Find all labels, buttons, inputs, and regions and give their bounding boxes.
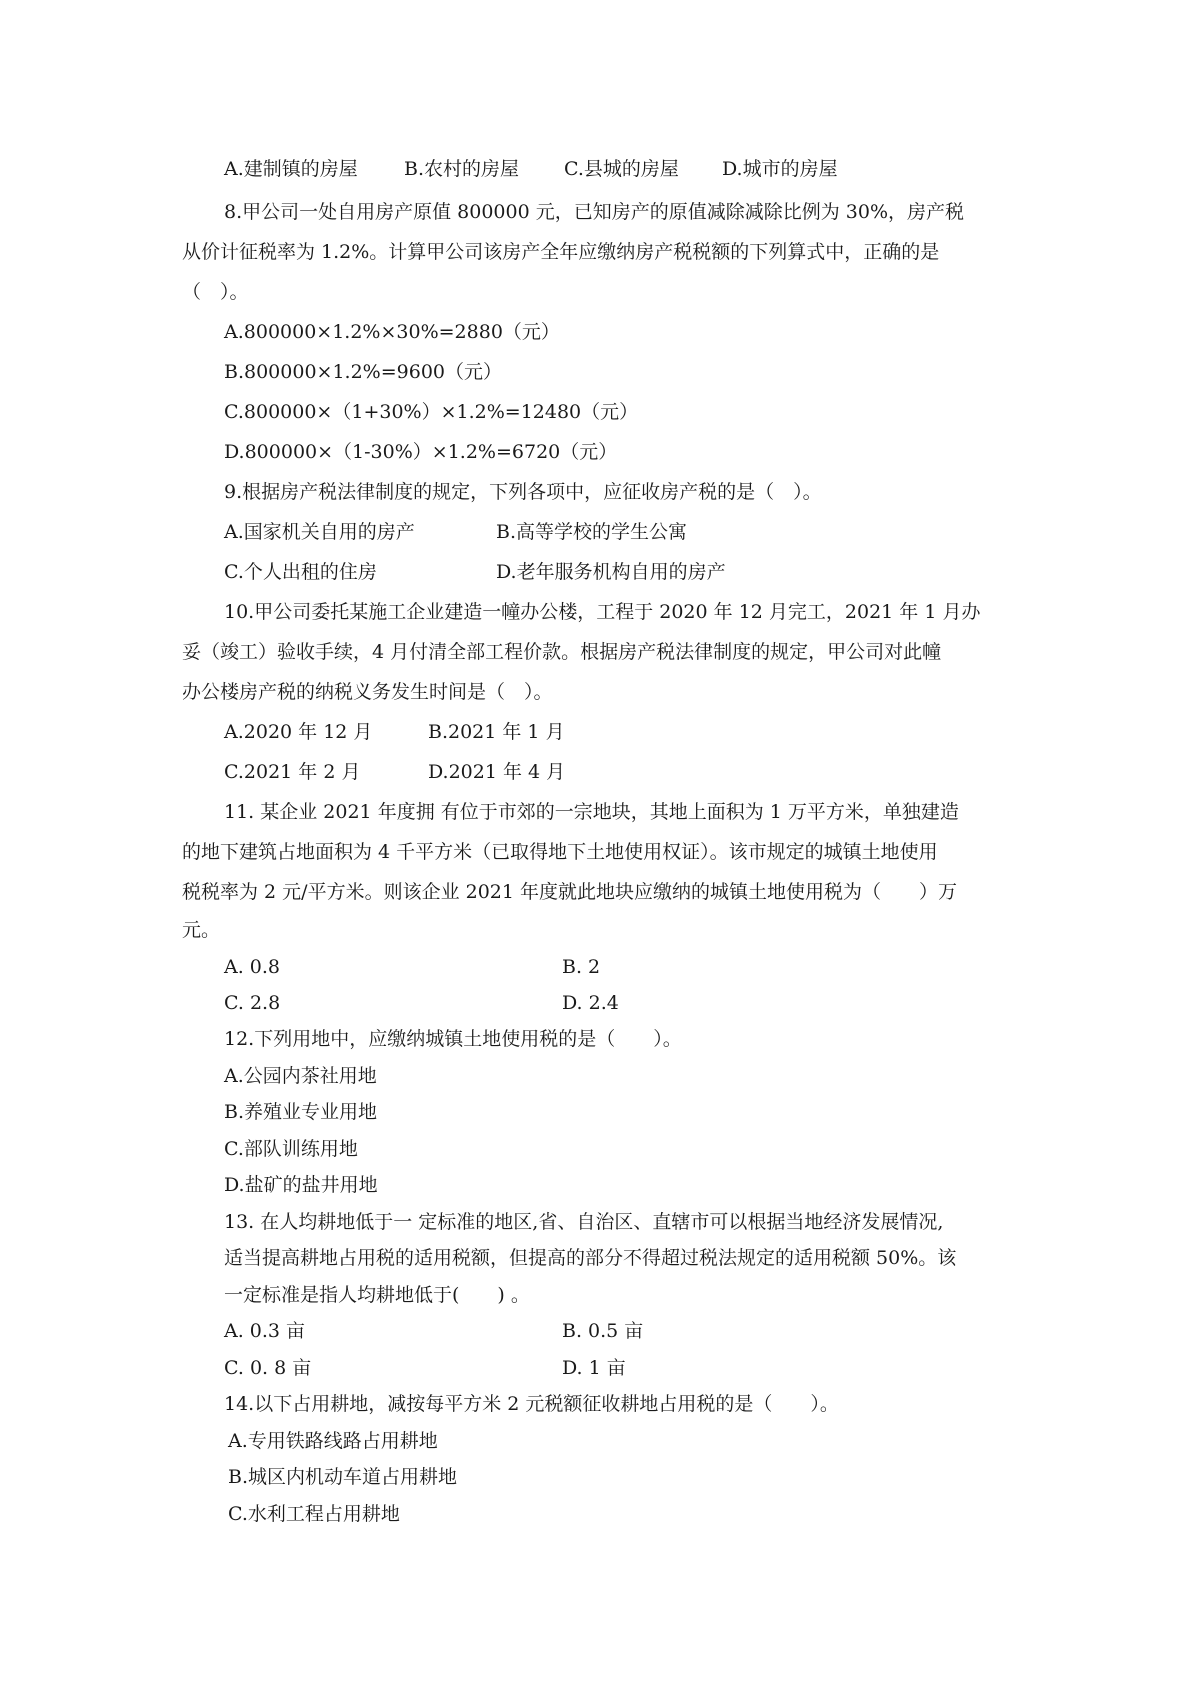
- q13-option-d: D. 1 亩: [562, 1357, 626, 1379]
- q9-option-a: A.国家机关自用的房产: [224, 521, 415, 543]
- q9-option-d: D.老年服务机构自用的房产: [496, 561, 726, 583]
- q14-option-a: A.专用铁路线路占用耕地: [228, 1430, 438, 1452]
- q10-stem-line1: 10.甲公司委托某施工企业建造一幢办公楼，工程于 2020 年 12 月完工，2021 年 1 月办: [224, 601, 981, 623]
- q9-option-c: C.个人出租的住房: [224, 561, 377, 583]
- q7-option-a: A.建制镇的房屋: [224, 158, 358, 180]
- q12-option-b: B.养殖业专业用地: [224, 1101, 378, 1123]
- q13-option-a: A. 0.3 亩: [224, 1320, 306, 1342]
- q8-stem-line2: 从价计征税率为 1.2%。计算甲公司该房产全年应缴纳房产税税额的下列算式中，正确的是: [182, 241, 940, 263]
- q8-stem-line3: （ ）。: [182, 281, 249, 303]
- q10-stem-line2: 妥（竣工）验收手续，4 月付清全部工程价款。根据房产税法律制度的规定，甲公司对此幢: [182, 641, 942, 663]
- q13-option-c: C. 0. 8 亩: [224, 1357, 312, 1379]
- q12-option-d: D.盐矿的盐井用地: [224, 1174, 378, 1196]
- q11-stem-line2: 的地下建筑占地面积为 4 千平方米（已取得地下土地使用权证）。该市规定的城镇土地使用: [182, 841, 938, 863]
- q10-option-b: B.2021 年 1 月: [428, 721, 565, 743]
- q12-stem: 12.下列用地中，应缴纳城镇土地使用税的是（ ）。: [224, 1028, 682, 1050]
- q12-option-c: C.部队训练用地: [224, 1138, 358, 1160]
- q11-option-a: A. 0.8: [224, 956, 281, 978]
- q7-option-d: D.城市的房屋: [722, 158, 838, 180]
- q13-option-b: B. 0.5 亩: [562, 1320, 644, 1342]
- q11-stem-line1: 11. 某企业 2021 年度拥 有位于市郊的一宗地块，其地上面积为 1 万平方米，单独建造: [224, 801, 959, 823]
- q11-stem-line3: 税税率为 2 元/平方米。则该企业 2021 年度就此地块应缴纳的城镇土地使用税为（ ）万: [182, 881, 958, 903]
- q13-stem-line1: 13. 在人均耕地低于一 定标准的地区,省、自治区、直辖市可以根据当地经济发展情况,: [224, 1211, 944, 1233]
- q8-option-a: A.800000×1.2%×30%=2880（元）: [224, 321, 560, 343]
- q8-option-c: C.800000×（1+30%）×1.2%=12480（元）: [224, 401, 639, 423]
- q13-stem-line3: 一定标准是指人均耕地低于( ) 。: [224, 1284, 530, 1306]
- q8-option-d: D.800000×（1-30%）×1.2%=6720（元）: [224, 441, 618, 463]
- q8-option-b: B.800000×1.2%=9600（元）: [224, 361, 502, 383]
- q11-option-d: D. 2.4: [562, 992, 619, 1014]
- q10-stem-line3: 办公楼房产税的纳税义务发生时间是（ ）。: [182, 681, 553, 703]
- q7-option-b: B.农村的房屋: [404, 158, 520, 180]
- q10-option-d: D.2021 年 4 月: [428, 761, 566, 783]
- q10-option-c: C.2021 年 2 月: [224, 761, 361, 783]
- q11-option-c: C. 2.8: [224, 992, 281, 1014]
- q9-option-b: B.高等学校的学生公寓: [496, 521, 688, 543]
- q14-option-b: B.城区内机动车道占用耕地: [228, 1466, 458, 1488]
- q13-stem-line2: 适当提高耕地占用税的适用税额，但提高的部分不得超过税法规定的适用税额 50%。该: [224, 1247, 957, 1269]
- q14-option-c: C.水利工程占用耕地: [228, 1503, 400, 1525]
- q10-option-a: A.2020 年 12 月: [224, 721, 373, 743]
- q11-option-b: B. 2: [562, 956, 601, 978]
- q14-stem: 14.以下占用耕地，减按每平方米 2 元税额征收耕地占用税的是（ ）。: [224, 1393, 839, 1415]
- q12-option-a: A.公园内茶社用地: [224, 1065, 377, 1087]
- q11-stem-line4: 元。: [182, 919, 221, 941]
- q7-option-c: C.县城的房屋: [564, 158, 679, 180]
- q9-stem: 9.根据房产税法律制度的规定，下列各项中，应征收房产税的是（ ）。: [224, 481, 822, 503]
- q8-stem-line1: 8.甲公司一处自用房产原值 800000 元，已知房产的原值减除减除比例为 30%，房产税: [224, 201, 965, 223]
